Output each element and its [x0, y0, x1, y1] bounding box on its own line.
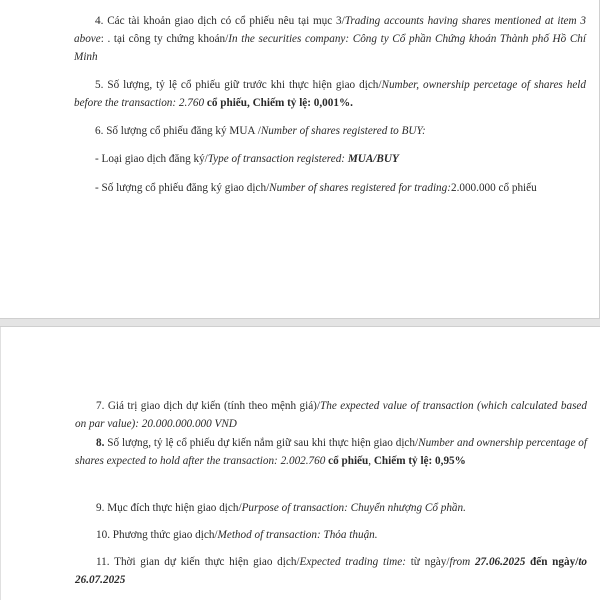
item-9-purpose: 9. Mục đích thực hiện giao dịch/Purpose of transaction: Chuyển nhượng Cổ phần.	[96, 502, 466, 514]
page-separator	[0, 318, 600, 327]
item-4-trading-accounts: 4. Các tài khoản giao dịch có cổ phiếu nêu tại mục 3/Trading accounts having shares mentioned at item 3 above: . tại công ty chứng khoán/In the securities company: Công ty Cổ phần Chứng khoán Thành phố Hồ Chí Minh	[74, 15, 586, 63]
item-10-method: 10. Phương thức giao dịch/Method of transaction: Thỏa thuận.	[96, 529, 378, 541]
item-6-shares-for-trading: - Số lượng cổ phiếu đăng ký giao dịch/Number of shares registered for trading:2.000.000 cổ phiếu	[95, 182, 537, 194]
item-11-trading-time: 11. Thời gian dự kiến thực hiện giao dịch/Expected trading time: từ ngày/from 27.06.2025 đến ngày/to 26.07.2025	[75, 556, 588, 586]
item-5-shares-before: 5. Số lượng, tỷ lệ cổ phiếu giữ trước khi thực hiện giao dịch/Number, ownership percetage of shares held before the transaction: 2.760 cổ phiếu, Chiếm tỷ lệ: 0,001%.	[74, 79, 586, 109]
item-7-expected-value: 7. Giá trị giao dịch dự kiến (tính theo mệnh giá)/The expected value of transaction (which calculated based on par value): 20.000.000.000 VND	[75, 400, 587, 430]
item-6-shares-registered: 6. Số lượng cổ phiếu đăng ký MUA /Number of shares registered to BUY:	[95, 125, 426, 137]
item-6-transaction-type: - Loại giao dịch đăng ký/Type of transaction registered: MUA/BUY	[95, 153, 399, 165]
document-page-2	[0, 327, 600, 600]
item-8-shares-after: 8. Số lượng, tỷ lệ cổ phiếu dự kiến nắm giữ sau khi thực hiện giao dịch/Number and ownership percentage of shares expected to hold after the transaction: 2.002.760 cổ phiếu, Chiếm tỷ lệ: 0,95%	[75, 437, 588, 467]
